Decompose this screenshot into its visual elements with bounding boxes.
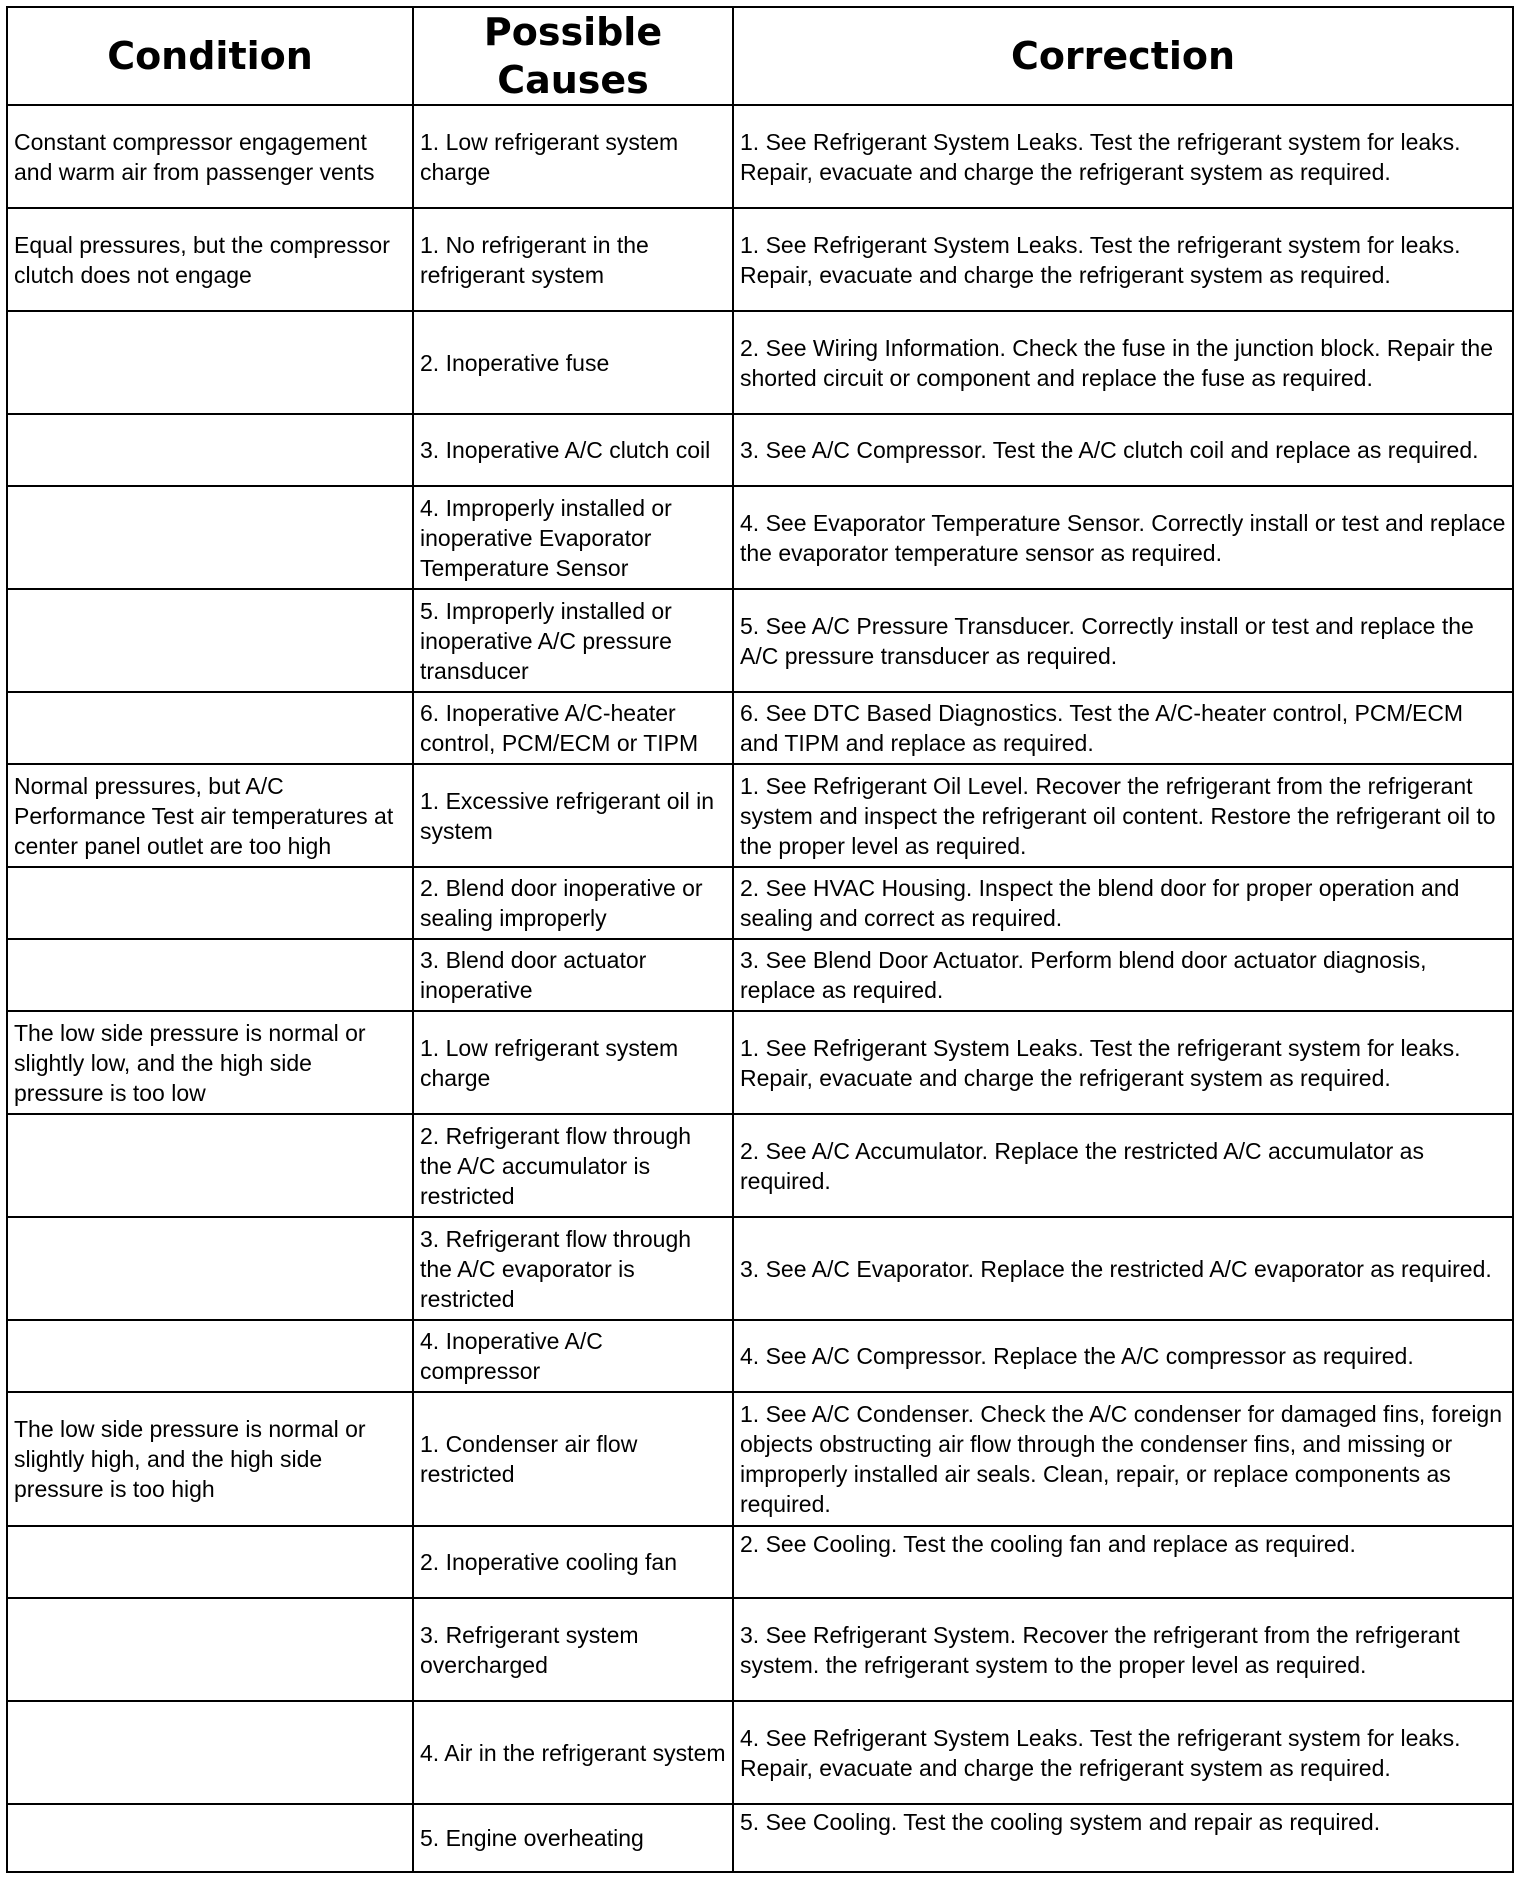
cause-cell: 2. Inoperative cooling fan — [413, 1526, 733, 1598]
condition-cell — [7, 486, 413, 589]
condition-cell: Constant compressor engagement and warm air from passenger vents — [7, 105, 413, 208]
condition-cell: Normal pressures, but A/C Performance Test air temperatures at center panel outlet are too high — [7, 764, 413, 867]
cause-cell: 2. Inoperative fuse — [413, 311, 733, 414]
condition-cell: Equal pressures, but the compressor clutch does not engage — [7, 208, 413, 311]
cause-cell: 6. Inoperative A/C-heater control, PCM/ECM or TIPM — [413, 692, 733, 764]
cause-cell: 2. Blend door inoperative or sealing improperly — [413, 867, 733, 939]
cause-cell: 3. Blend door actuator inoperative — [413, 939, 733, 1011]
table-row — [7, 1320, 1513, 1392]
correction-cell: 3. See Blend Door Actuator. Perform blend door actuator diagnosis, replace as required. — [733, 939, 1513, 1011]
correction-cell: 6. See DTC Based Diagnostics. Test the A/C-heater control, PCM/ECM and TIPM and replace as required. — [733, 692, 1513, 764]
table-row — [7, 1526, 1513, 1598]
cause-cell: 1. Condenser air flow restricted — [413, 1392, 733, 1526]
table-row — [7, 414, 1513, 486]
header-possible-causes: Possible Causes — [413, 7, 733, 105]
correction-cell: 1. See Refrigerant System Leaks. Test the refrigerant system for leaks. Repair, evacuate and charge the refrigerant system as required. — [733, 1011, 1513, 1114]
table-row — [7, 589, 1513, 692]
correction-cell: 3. See A/C Evaporator. Replace the restricted A/C evaporator as required. — [733, 1217, 1513, 1320]
header-condition: Condition — [7, 7, 413, 105]
condition-cell — [7, 1598, 413, 1701]
table-row — [7, 105, 1513, 208]
table-row — [7, 939, 1513, 1011]
condition-cell: The low side pressure is normal or slightly high, and the high side pressure is too high — [7, 1392, 413, 1526]
correction-cell: 2. See Wiring Information. Check the fuse in the junction block. Repair the shorted circuit or component and replace the fuse as required. — [733, 311, 1513, 414]
condition-cell — [7, 1701, 413, 1804]
table-row — [7, 1217, 1513, 1320]
table-row — [7, 692, 1513, 764]
correction-cell: 4. See Refrigerant System Leaks. Test the refrigerant system for leaks. Repair, evacuate and charge the refrigerant system as required. — [733, 1701, 1513, 1804]
table-row — [7, 1011, 1513, 1114]
diagnosis-table — [6, 6, 1514, 1873]
table-row — [7, 1598, 1513, 1701]
correction-cell: 3. See A/C Compressor. Test the A/C clutch coil and replace as required. — [733, 414, 1513, 486]
table-row — [7, 867, 1513, 939]
cause-cell: 4. Inoperative A/C compressor — [413, 1320, 733, 1392]
cause-cell: 4. Air in the refrigerant system — [413, 1701, 733, 1804]
condition-cell — [7, 867, 413, 939]
cause-cell: 2. Refrigerant flow through the A/C accumulator is restricted — [413, 1114, 733, 1217]
correction-cell: 1. See Refrigerant System Leaks. Test the refrigerant system for leaks. Repair, evacuate and charge the refrigerant system as required. — [733, 208, 1513, 311]
cause-cell: 5. Engine overheating — [413, 1804, 733, 1872]
table-row — [7, 311, 1513, 414]
correction-cell: 2. See Cooling. Test the cooling fan and replace as required. — [733, 1526, 1513, 1598]
cause-cell: 1. No refrigerant in the refrigerant system — [413, 208, 733, 311]
header-correction: Correction — [733, 7, 1513, 105]
correction-cell: 1. See A/C Condenser. Check the A/C condenser for damaged fins, foreign objects obstructing air flow through the condenser fins, and missing or improperly installed air seals. Clean, repair, or replace components as required. — [733, 1392, 1513, 1526]
condition-cell — [7, 1320, 413, 1392]
correction-cell: 2. See HVAC Housing. Inspect the blend door for proper operation and sealing and correct as required. — [733, 867, 1513, 939]
condition-cell — [7, 692, 413, 764]
condition-cell — [7, 1114, 413, 1217]
correction-cell: 5. See A/C Pressure Transducer. Correctly install or test and replace the A/C pressure transducer as required. — [733, 589, 1513, 692]
correction-cell: 5. See Cooling. Test the cooling system and repair as required. — [733, 1804, 1513, 1872]
correction-cell: 3. See Refrigerant System. Recover the refrigerant from the refrigerant system. the refrigerant system to the proper level as required. — [733, 1598, 1513, 1701]
condition-cell: The low side pressure is normal or slightly low, and the high side pressure is too low — [7, 1011, 413, 1114]
cause-cell: 3. Inoperative A/C clutch coil — [413, 414, 733, 486]
condition-cell — [7, 939, 413, 1011]
cause-cell: 1. Low refrigerant system charge — [413, 105, 733, 208]
correction-cell: 1. See Refrigerant System Leaks. Test the refrigerant system for leaks. Repair, evacuate and charge the refrigerant system as required. — [733, 105, 1513, 208]
table-row — [7, 486, 1513, 589]
cause-cell: 1. Low refrigerant system charge — [413, 1011, 733, 1114]
table-row — [7, 764, 1513, 867]
header-row — [7, 7, 1513, 105]
table-row — [7, 1701, 1513, 1804]
table-row — [7, 1392, 1513, 1526]
cause-cell: 4. Improperly installed or inoperative Evaporator Temperature Sensor — [413, 486, 733, 589]
table-row — [7, 1804, 1513, 1872]
condition-cell — [7, 1804, 413, 1872]
table-row — [7, 1114, 1513, 1217]
condition-cell — [7, 311, 413, 414]
table-row — [7, 208, 1513, 311]
condition-cell — [7, 414, 413, 486]
cause-cell: 1. Excessive refrigerant oil in system — [413, 764, 733, 867]
correction-cell: 4. See A/C Compressor. Replace the A/C compressor as required. — [733, 1320, 1513, 1392]
cause-cell: 3. Refrigerant flow through the A/C evaporator is restricted — [413, 1217, 733, 1320]
condition-cell — [7, 589, 413, 692]
cause-cell: 5. Improperly installed or inoperative A/C pressure transducer — [413, 589, 733, 692]
correction-cell: 2. See A/C Accumulator. Replace the restricted A/C accumulator as required. — [733, 1114, 1513, 1217]
cause-cell: 3. Refrigerant system overcharged — [413, 1598, 733, 1701]
correction-cell: 4. See Evaporator Temperature Sensor. Correctly install or test and replace the evaporator temperature sensor as required. — [733, 486, 1513, 589]
correction-cell: 1. See Refrigerant Oil Level. Recover the refrigerant from the refrigerant system and inspect the refrigerant oil content. Restore the refrigerant oil to the proper level as required. — [733, 764, 1513, 867]
condition-cell — [7, 1217, 413, 1320]
condition-cell — [7, 1526, 413, 1598]
